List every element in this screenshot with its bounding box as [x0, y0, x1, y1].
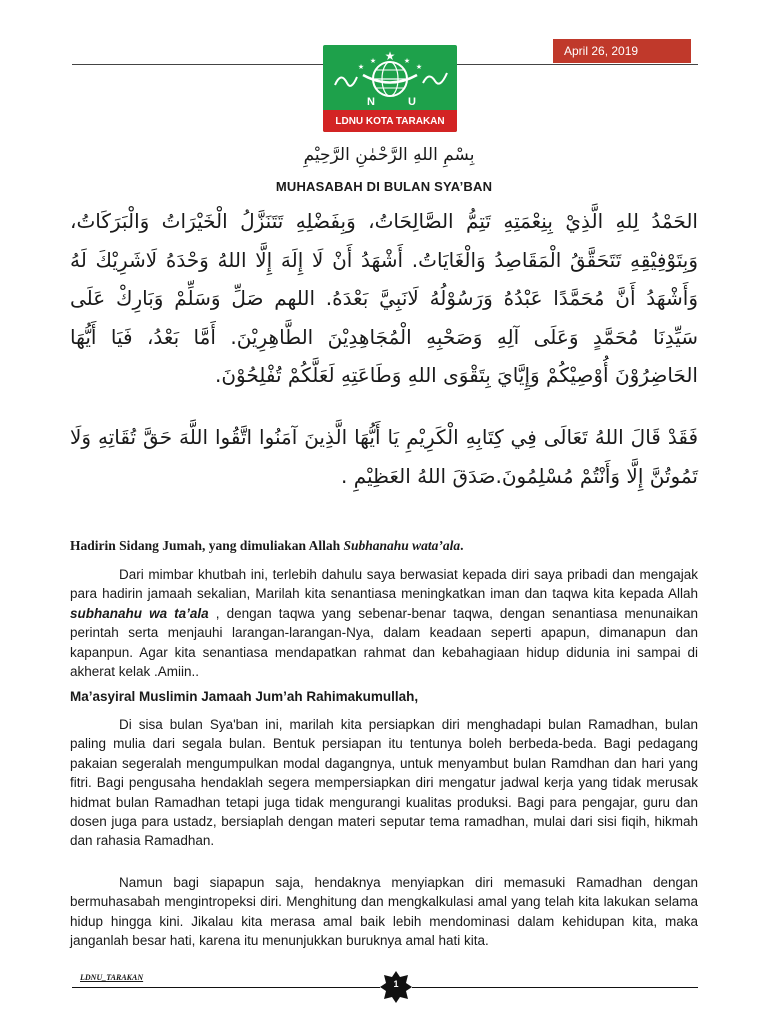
- date-badge: April 26, 2019: [553, 39, 691, 63]
- svg-text:★: ★: [369, 57, 377, 65]
- logo-band-text: LDNU KOTA TARAKAN: [323, 110, 457, 132]
- paragraph-wasiat: [70, 565, 698, 681]
- greeting-end: .: [460, 538, 464, 553]
- paragraph-muhasabah: Namun bagi siapapun saja, hendaknya menyiapkan diri memasuki Ramadhan dengan bermuhasabah mengintropeksi diri. Menghitung dan mengkalkulasi amal yang telah kita lakukan selama hidup hingga kini. Jikalau kita merasa amal baik lebih mendominasi dalam kehidupan kita, maka janganlah besar hati, karena itu menunjukkan buruknya amal hati kita.: [70, 875, 698, 949]
- greeting-italic: Subhanahu wata’ala: [343, 538, 461, 553]
- page-number: 1: [393, 979, 399, 989]
- footer-label: LDNU_TARAKAN: [80, 973, 144, 982]
- svg-text:★: ★: [415, 63, 423, 71]
- paragraph-persiapan: Di sisa bulan Sya'ban ini, marilah kita persiapkan diri menghadapi bulan Ramadhan, bulan paling mulia dari segala bulan. Bentuk persiapan itu tentunya boleh berbeda-beda. Bagi pedagang pakaian segeralah mengumpulkan modal dagangnya, untuk menyambut bulan Ramdhan dan hari yang fitri. Bagi pengusaha hendaklah segera mempersiapkan diri mengatur jadwal kerja yang tidak merusak hidmat bulan Ramadhan tetapi juga tidak mengurangi kualitas produksi. Bagi para pengajar, guru dan dosen juga para ustadz, bersiaplah dengan materi seputar tema ramadhan, mulai dari sisi fiqih, hikmah dan rahasia Ramadhan.: [70, 717, 698, 849]
- ldnu-logo: [323, 45, 457, 132]
- footer-divider-left: [72, 987, 380, 988]
- greeting-text: Hadirin Sidang Jumah, yang dimuliakan Allah: [70, 538, 344, 553]
- logo-letter-n: N: [367, 96, 375, 108]
- svg-text:★: ★: [357, 63, 365, 71]
- arabic-quran-verse: فَقَدْ قَالَ اللهُ تَعَالَى فِي كِتَابِهِ الْكَرِيْمِ يَا أَيُّهَا الَّذِينَ آمَنُوا اتَّقُوا اللَّهَ حَقَّ تُقَاتِهِ وَلَا تَمُوتُنَّ إِلَّا وَأَنْتُمْ مُسْلِمُونَ.صَدَقَ اللهُ العَظِيْمِ .: [70, 425, 698, 488]
- page-title: MUHASABAH DI BULAN SYA’BAN: [275, 179, 493, 194]
- greeting-line: [70, 538, 698, 554]
- logo-letter-u: U: [408, 96, 416, 108]
- basmala-calligraphy: بِسْمِ اللهِ الرَّحْمٰنِ الرَّحِيْمِ: [303, 145, 475, 165]
- footer-divider-right: [412, 987, 698, 988]
- nu-globe-emblem-icon: [323, 45, 457, 110]
- arabic-opening-prayer: الحَمْدُ لِلهِ الَّذِيْ بِنِعْمَتِهِ تَتِمُّ الصَّالِحَاتُ، وَبِفَضْلِهِ تَتَنَزَّلُ الْخَيْرَاتُ وَالْبَرَكَاتُ، وَبِتَوْفِيْقِهِ تَتَحَقَّقُ الْمَقَاصِدُ وَالْغَايَاتُ. أَشْهَدُ أَنْ لَا إِلَهَ إِلَّا اللهُ وَحْدَهُ لَاشَرِيْكَ لَهُ وَأَشْهَدُ أَنَّ مُحَمَّدًا عَبْدُهُ وَرَسُوْلُهُ لَانَبِيَّ بَعْدَهُ. اللهم صَلِّ وَسَلِّمْ وَبَارِكْ عَلَى سَيِّدِنَا مُحَمَّدٍ وَعَلَى آلِهِ وَصَحْبِهِ الْمُجَاهِدِيْنَ الطَّاهِرِيْنَ. أَمَّا بَعْدُ، فَيَا أَيُّهَا الحَاضِرُوْنَ أُوْصِيْكُمْ وَإِيَّايَ بِتَقْوَى اللهِ وَطَاعَتِهِ لَعَلَّكُمْ تُفْلِحُوْنَ.: [70, 209, 698, 387]
- svg-text:★: ★: [384, 49, 396, 63]
- svg-text:★: ★: [403, 57, 411, 65]
- paragraph-1-after: , dengan taqwa yang sebenar-benar taqwa, dengan senantiasa menunaikan perintah serta menjauhi larangan-larangan-Nya, dalam keadaan seperti apapun, dimanapun dan kapanpun. Agar kita senantiasa mendapatkan rahmat dan kebahagiaan hidup didunia ini sampai di akherat kelak .Amiin..: [70, 605, 698, 680]
- section-heading: Ma’asyiral Muslimin Jamaah Jum’ah Rahimakumullah,: [70, 689, 419, 704]
- paragraph-1-emphasis: subhanahu wa ta’ala: [70, 605, 209, 621]
- paragraph-1-before: Dari mimbar khutbah ini, terlebih dahulu saya berwasiat kepada diri saya pribadi dan mengajak para hadirin jamaah sekalian, Marilah kita senantiasa meningkatkan iman dan taqwa kita kepada Allah: [70, 567, 698, 602]
